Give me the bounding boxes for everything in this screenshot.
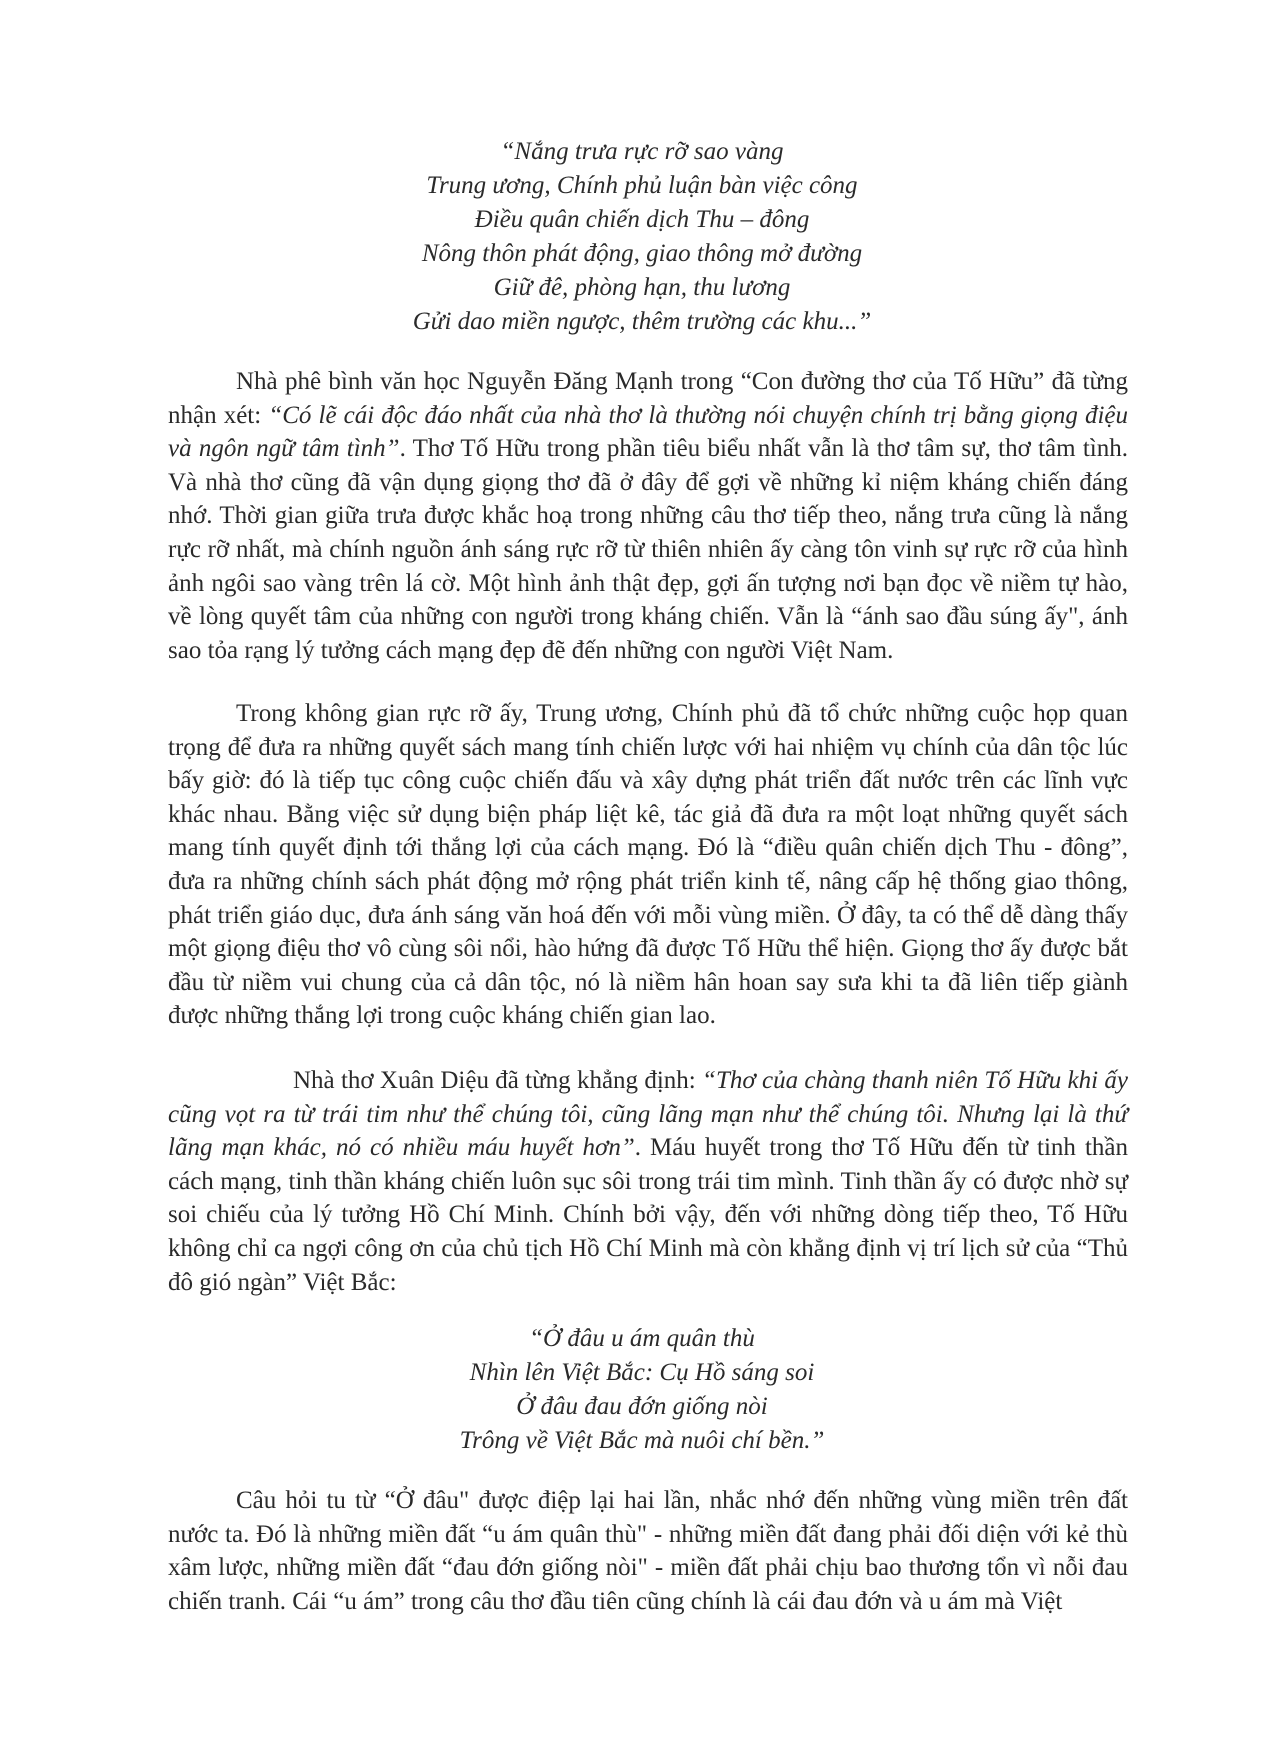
poem-line: Điều quân chiến dịch Thu – đông [474,206,810,233]
poem-excerpt-2 [0,1322,1284,1458]
paragraph-1 [168,365,1128,667]
poem-line: Gửi dao miền ngược, thêm trường các khu...” [412,308,872,335]
paragraph-3 [168,1064,1128,1299]
paragraph-text: Câu hỏi tu từ “Ở đâu" được điệp lại hai lần, nhắc nhớ đến những vùng miền trên đất nước ta. Đó là những miền đất “u ám quân thù" - những miền đất đang phải đối diện với kẻ thù xâm lược, những miền đất “đau đớn giống nòi" - miền đất phải chịu bao thương tổn vì nỗi đau chiến tranh. Cái “u ám” trong câu thơ đầu tiên cũng chính là cái đau đớn và u ám mà Việt [168,1487,1128,1615]
poem-line: Trông về Việt Bắc mà nuôi chí bền.” [459,1427,825,1454]
quotation: “Thơ của chàng thanh niên Tố Hữu khi ấy cũng vọt ra từ trái tim như thể chúng tôi, cũng lãng mạn như thể chúng tôi. Nhưng lại là thứ lãng mạn khác, nó có nhiều máu huyết hơn” [168,1067,1128,1162]
paragraph-4 [168,1484,1128,1618]
poem-line: Nông thôn phát động, giao thông mở đường [421,240,863,267]
paragraph-text: Nhà phê bình văn học Nguyễn Đăng Mạnh trong “Con đường thơ của Tố Hữu” đã từng nhận xét: [168,368,1128,429]
paragraph-text: Nhà thơ Xuân Diệu đã từng khẳng định: [293,1067,703,1094]
poem-line: Giữ đê, phòng hạn, thu lương [493,274,791,301]
paragraph-text: . Thơ Tố Hữu trong phần tiêu biểu nhất vẫn là thơ tâm sự, thơ tâm tình. Và nhà thơ cũng đã vận dụng giọng thơ đã ở đây để gợi về những kỉ niệm kháng chiến đáng nhớ. Thời gian giữa trưa được khắc hoạ trong những câu thơ tiếp theo, nắng trưa cũng là nắng rực rỡ nhất, mà chính nguồn ánh sáng rực rỡ từ thiên nhiên ấy càng tôn vinh sự rực rỡ của hình ảnh ngôi sao vàng trên lá cờ. Một hình ảnh thật đẹp, gợi ấn tượng nơi bạn đọc về niềm tự hào, về lòng quyết tâm của những con người trong kháng chiến. Vẫn là “ánh sao đầu súng ấy", ánh sao tỏa rạng lý tưởng cách mạng đẹp đẽ đến những con người Việt Nam. [168,435,1128,664]
paragraph-text: Trong không gian rực rỡ ấy, Trung ương, Chính phủ đã tổ chức những cuộc họp quan trọng để đưa ra những quyết sách mang tính chiến lược với hai nhiệm vụ chính của dân tộc lúc bấy giờ: đó là tiếp tục công cuộc chiến đấu và xây dựng phát triển đất nước trên các lĩnh vực khác nhau. Bằng việc sử dụng biện pháp liệt kê, tác giả đã đưa ra một loạt những quyết sách mang tính quyết định tới thắng lợi của cách mạng. Đó là “điều quân chiến dịch Thu - đông”, đưa ra những chính sách phát động mở rộng phát triển kinh tế, nâng cấp hệ thống giao thông, phát triển giáo dục, đưa ánh sáng văn hoá đến với mỗi vùng miền. Ở đây, ta có thể dễ dàng thấy một giọng điệu thơ vô cùng sôi nổi, hào hứng đã được Tố Hữu thể hiện. Giọng thơ ấy được bắt đầu từ niềm vui chung của cả dân tộc, nó là niềm hân hoan say sưa khi ta đã liên tiếp giành được những thắng lợi trong cuộc kháng chiến gian lao. [168,700,1128,1030]
poem-line: “Nắng trưa rực rỡ sao vàng [500,138,784,165]
poem-excerpt-1 [0,135,1284,339]
poem-line: Trung ương, Chính phủ luận bàn việc công [426,172,858,199]
paragraph-2 [168,697,1128,1033]
paragraph-text: . Máu huyết trong thơ Tố Hữu đến từ tinh thần cách mạng, tinh thần kháng chiến luôn sục sôi trong trái tim mình. Tinh thần ấy có được nhờ sự soi chiếu của lý tưởng Hồ Chí Minh. Chính bởi vậy, đến với những dòng tiếp theo, Tố Hữu không chỉ ca ngợi công ơn của chủ tịch Hồ Chí Minh mà còn khẳng định vị trí lịch sử của “Thủ đô gió ngàn” Việt Bắc: [168,1134,1128,1296]
poem-line: Ở đâu đau đớn giống nòi [516,1393,768,1420]
quotation: “Có lẽ cái độc đáo nhất của nhà thơ là thường nói chuyện chính trị bằng giọng điệu và ngôn ngữ tâm tình” [168,401,1129,463]
poem-line: Nhìn lên Việt Bắc: Cụ Hồ sáng soi [469,1359,815,1386]
poem-line: “Ở đâu u ám quân thù [529,1325,755,1352]
